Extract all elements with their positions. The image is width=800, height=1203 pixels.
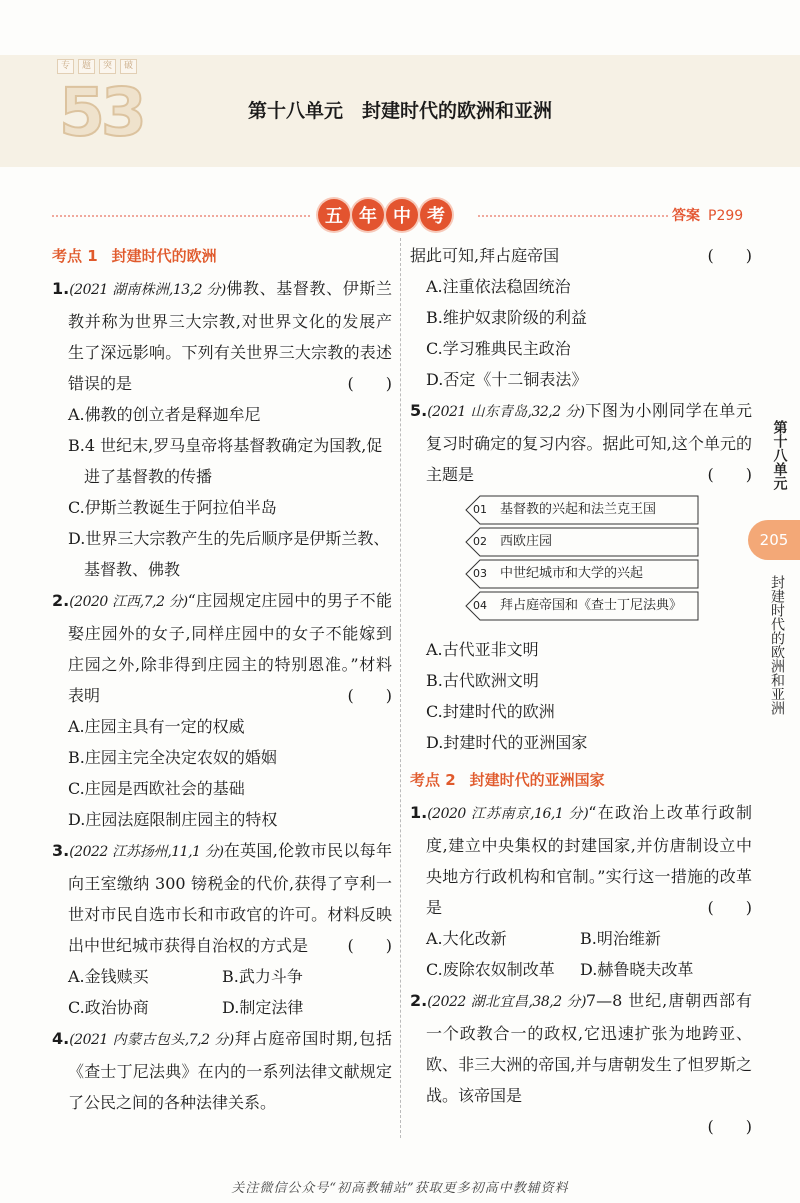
option[interactable]: A.大化改新: [426, 929, 507, 948]
question-1: [52, 273, 392, 585]
question-source: (2022 江苏扬州,11,1 分): [69, 844, 224, 860]
unit-tab: 第十八单元: [771, 420, 788, 490]
question-number: 2.: [410, 991, 428, 1010]
diagram-item: 03 中世纪城市和大学的兴起: [473, 566, 644, 581]
option[interactable]: A.佛教的创立者是释迦牟尼: [68, 405, 261, 424]
section-banner: [318, 199, 452, 231]
side-unit-title: 封建时代的欧洲和亚洲: [769, 575, 785, 715]
option[interactable]: D.封建时代的亚洲国家: [426, 733, 588, 752]
option[interactable]: C.庄园是西欧社会的基础: [68, 779, 245, 798]
question-number: 5.: [410, 401, 428, 420]
option[interactable]: D.否定《十二铜表法》: [426, 370, 588, 389]
option[interactable]: C.废除农奴制改革: [426, 960, 555, 979]
page-number: 205: [748, 520, 800, 560]
diagram-item: 02 西欧庄园: [473, 534, 553, 549]
logo-tag: 题: [78, 59, 95, 74]
option[interactable]: B.古代欧洲文明: [426, 671, 539, 690]
option[interactable]: B.武力斗争: [222, 967, 303, 986]
banner-divider: [478, 215, 668, 217]
footer-note: 关注微信公众号“初高教辅站”获取更多初高中教辅资料: [231, 1181, 569, 1196]
question-number: 3.: [52, 841, 70, 860]
question-source: (2020 江西,7,2 分): [69, 594, 188, 610]
option[interactable]: C.政治协商: [68, 998, 149, 1017]
answer-blank[interactable]: ( ): [347, 936, 392, 955]
option[interactable]: C.封建时代的欧洲: [426, 702, 555, 721]
logo-number: 53: [59, 74, 143, 151]
answer-blank[interactable]: ( ): [707, 898, 752, 917]
answer-page: P299: [708, 208, 744, 224]
question-stem: 拜占庭帝国时期,包括《查士丁尼法典》在内的一系列法律文献规定了公民之间的各种法律关系。: [68, 1029, 392, 1112]
logo-tag: 突: [99, 59, 116, 74]
question-6: [410, 797, 752, 985]
banner-char: 考: [420, 199, 452, 231]
question-stem: 据此可知,拜占庭帝国: [410, 246, 560, 265]
question-source: (2021 山东青岛,32,2 分): [427, 404, 585, 420]
option[interactable]: C.伊斯兰教诞生于阿拉伯半岛: [68, 498, 277, 517]
question-number: 4.: [52, 1029, 70, 1048]
question-4-continued: [410, 240, 752, 395]
review-diagram: [410, 494, 752, 626]
question-stem: 下图为小刚同学在单元复习时确定的复习内容。据此可知,这个单元的主题是: [426, 401, 752, 484]
option[interactable]: A.庄园主具有一定的权威: [68, 717, 245, 736]
question-4: [52, 1023, 392, 1118]
banner-char: 中: [386, 199, 418, 231]
diagram-item: 01 基督教的兴起和法兰克王国: [473, 502, 657, 517]
column-divider: [400, 238, 401, 1138]
option[interactable]: B.明治维新: [580, 929, 661, 948]
question-3: [52, 835, 392, 1023]
banner-divider: [52, 215, 310, 217]
banner-char: 五: [318, 199, 350, 231]
option[interactable]: A.古代亚非文明: [426, 640, 539, 659]
section-heading: 考点 2 封建时代的亚洲国家: [410, 771, 605, 789]
question-stem: “庄园规定庄园中的男子不能娶庄园外的女子,同样庄园中的女子不能嫁到庄园之外,除非得到庄园主的特别恩准。”材料表明: [68, 591, 393, 705]
left-column: [52, 240, 392, 1118]
right-column: [410, 240, 752, 1142]
option[interactable]: D.世界三大宗教产生的先后顺序是伊斯兰教、基督教、佛教: [68, 529, 390, 579]
question-stem: “在政治上改革行政制度,建立中央集权的封建国家,并仿唐制设立中央地方行政机构和官制。”实行这一措施的改革是: [426, 803, 753, 917]
option[interactable]: A.注重依法稳固统治: [426, 277, 571, 296]
option[interactable]: B.庄园主完全决定农奴的婚姻: [68, 748, 277, 767]
question-stem: 7—8 世纪,唐朝西部有一个政教合一的政权,它迅速扩张为地跨亚、欧、非三大洲的帝国,并与唐朝发生了怛罗斯之战。该帝国是: [426, 991, 752, 1105]
option[interactable]: C.学习雅典民主政治: [426, 339, 571, 358]
question-source: (2022 湖北宜昌,38,2 分): [427, 994, 586, 1010]
question-stem: 在英国,伦敦市民以每年向王室缴纳 300 镑税金的代价,获得了亨利一世对市民自选市长和市政官的许可。材料反映出中世纪城市获得自治权的方式是: [68, 841, 392, 955]
question-number: 1.: [410, 803, 428, 822]
logo-tag: 破: [120, 59, 137, 74]
option[interactable]: B.维护奴隶阶级的利益: [426, 308, 587, 327]
question-source: (2021 湖南株洲,13,2 分): [69, 282, 226, 298]
answer-blank[interactable]: ( ): [347, 686, 392, 705]
answer-blank[interactable]: ( ): [707, 465, 752, 484]
option[interactable]: B.4 世纪末,罗马皇帝将基督教确定为国教,促进了基督教的传播: [68, 436, 383, 486]
page-title: 第十八单元 封建时代的欧洲和亚洲: [247, 100, 552, 122]
question-stem: 佛教、基督教、伊斯兰教并称为世界三大宗教,对世界文化的发展产生了深远影响。下列有关世界三大宗教的表述错误的是: [68, 279, 392, 393]
option[interactable]: A.金钱赎买: [68, 967, 149, 986]
question-7: [410, 985, 752, 1142]
question-number: 1.: [52, 279, 70, 298]
answer-blank[interactable]: ( ): [707, 1117, 752, 1136]
answer-reference: [672, 205, 743, 225]
option[interactable]: D.制定法律: [222, 998, 304, 1017]
diagram-item: 04 拜占庭帝国和《查士丁尼法典》: [473, 598, 683, 613]
question-2: [52, 585, 392, 835]
option[interactable]: D.庄园法庭限制庄园主的特权: [68, 810, 278, 829]
answer-blank[interactable]: ( ): [707, 246, 752, 265]
question-source: (2021 内蒙古包头,7,2 分): [69, 1032, 234, 1048]
question-number: 2.: [52, 591, 70, 610]
option[interactable]: D.赫鲁晓夫改革: [580, 960, 694, 979]
section-heading: 考点 1 封建时代的欧洲: [52, 247, 217, 265]
answer-blank[interactable]: ( ): [347, 374, 392, 393]
logo-tag: 专: [57, 59, 74, 74]
question-source: (2020 江苏南京,16,1 分): [427, 806, 589, 822]
answer-label: 答案: [672, 208, 700, 224]
question-5: [410, 395, 752, 758]
banner-char: 年: [352, 199, 384, 231]
